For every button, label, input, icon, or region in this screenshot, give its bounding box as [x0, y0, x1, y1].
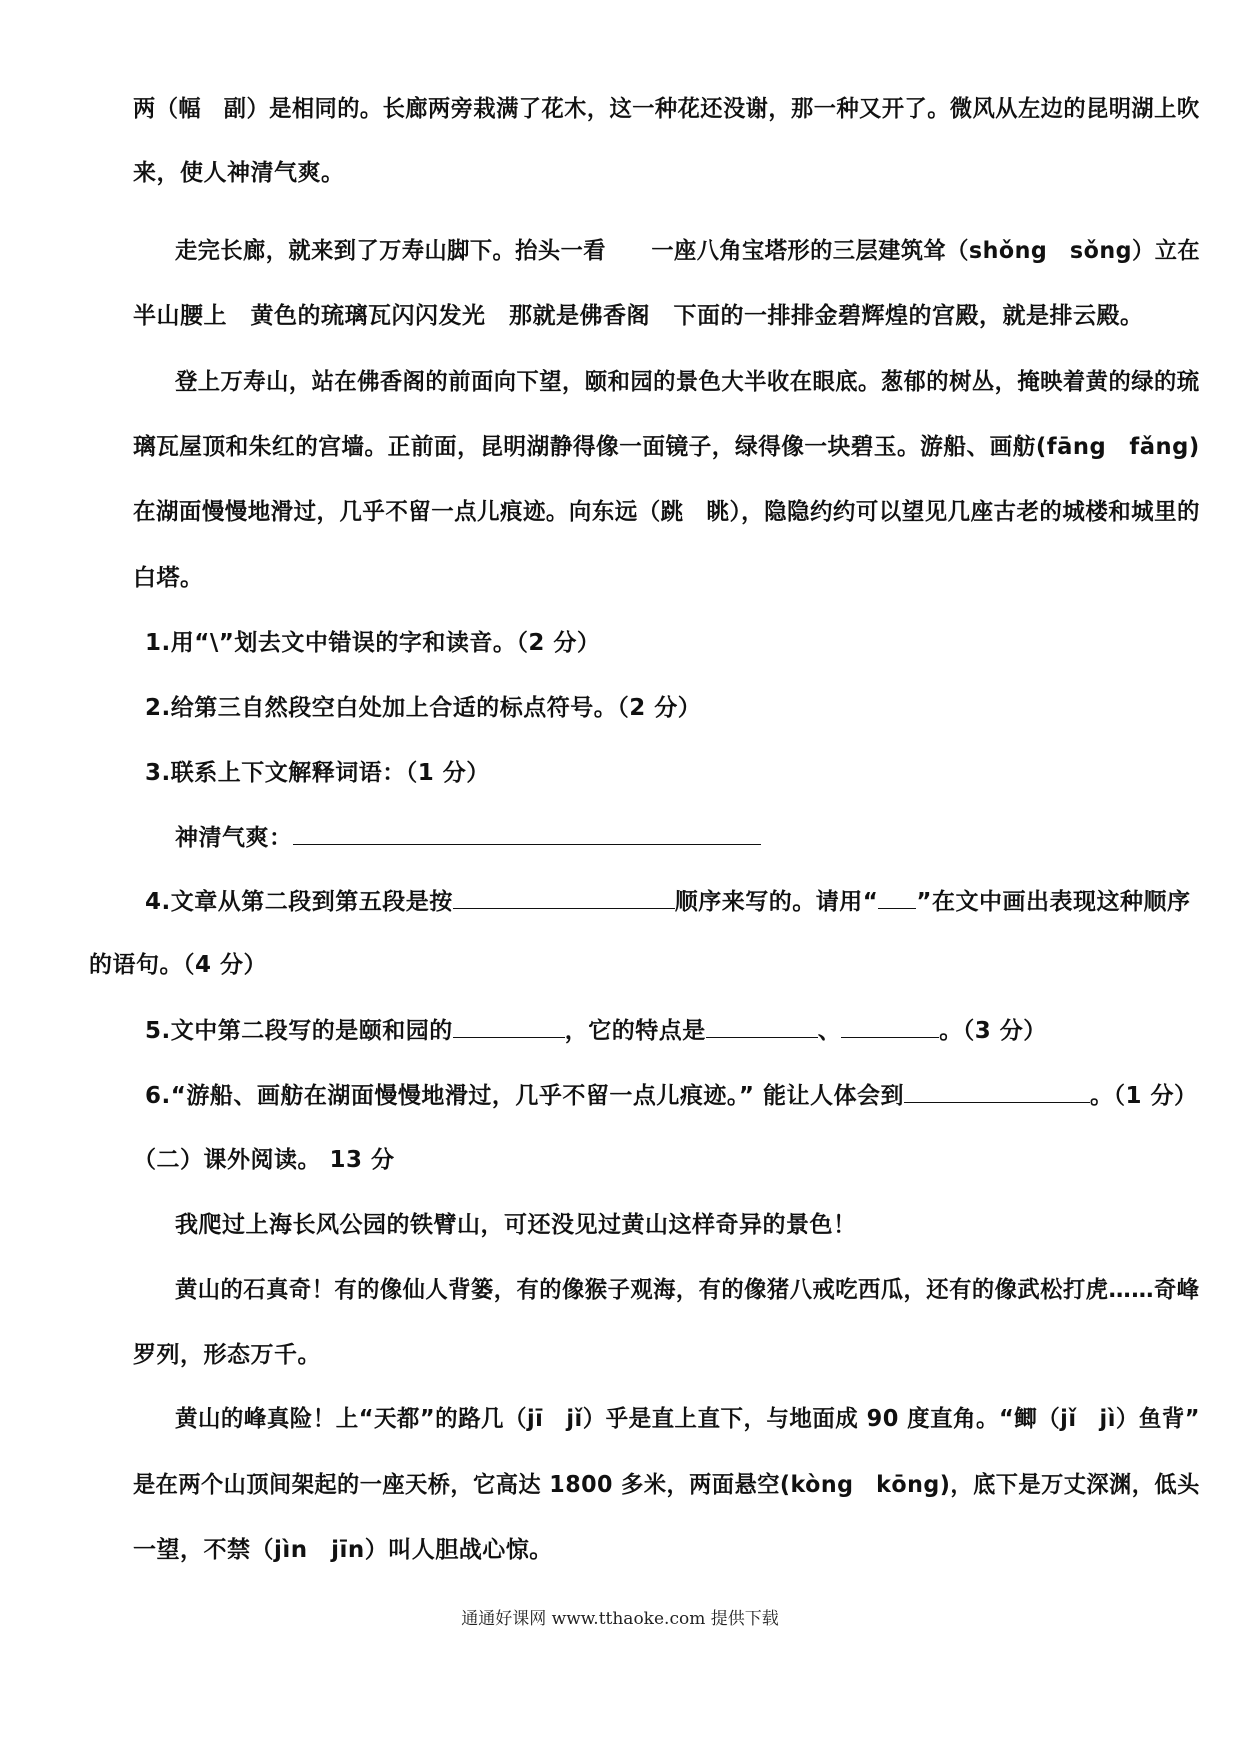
- question-5-feature-blank-2[interactable]: [841, 1015, 939, 1038]
- section-2-p2-line2: 罗列，形态万千。: [133, 1342, 321, 1368]
- question-3-answer-blank[interactable]: [293, 822, 761, 845]
- page-footer: 通通好课网 www.tthaoke.com 提供下载: [461, 1609, 779, 1629]
- question-4-underline-sample: [878, 886, 916, 909]
- question-5-scene-blank[interactable]: [453, 1015, 565, 1038]
- passage1-p2-line1: 两（幅 副）是相同的。长廊两旁栽满了花木，这一种花还没谢，那一种又开了。微风从左边的昆明湖上吹: [133, 96, 1200, 122]
- passage1-p4-line1: 登上万寿山，站在佛香阁的前面向下望，颐和园的景色大半收在眼底。葱郁的树丛，掩映着黄的绿的琉: [175, 369, 1200, 395]
- question-6-text-a: 6.“游船、画舫在湖面慢慢地滑过，几乎不留一点儿痕迹。” 能让人体会到: [145, 1083, 904, 1109]
- passage1-p3-line2: 半山腰上 黄色的琉璃瓦闪闪发光 那就是佛香阁 下面的一排排金碧辉煌的宫殿，就是排云殿。: [133, 303, 1144, 329]
- passage1-p4-line4: 白塔。: [133, 565, 204, 591]
- question-5-text-a: 5.文中第二段写的是颐和园的: [145, 1018, 453, 1044]
- question-5-text-d: 。（3 分）: [939, 1018, 1047, 1044]
- question-2: 2.给第三自然段空白处加上合适的标点符号。（2 分）: [145, 695, 702, 721]
- question-3-term: 神清气爽：: [175, 825, 293, 851]
- passage1-p2-line2: 来，使人神清气爽。: [133, 160, 345, 186]
- section-2-p3-line1: 黄山的峰真险！上“天都”的路几（jī jǐ）乎是直上直下，与地面成 90 度直角。“鲫（jǐ jì）鱼背”: [175, 1406, 1201, 1432]
- passage1-p3-line1: 走完长廊，就来到了万寿山脚下。抬头一看 一座八角宝塔形的三层建筑耸（shǒng sǒng）立在: [175, 238, 1201, 264]
- question-5-text-b: ，它的特点是: [564, 1018, 706, 1044]
- section-2-p3-line3: 一望，不禁（jìn jīn）叫人胆战心惊。: [133, 1537, 553, 1563]
- question-1: 1.用“\”划去文中错误的字和读音。（2 分）: [145, 630, 601, 656]
- question-4-line2: 的语句。（4 分）: [89, 952, 268, 978]
- question-5: [145, 1015, 1047, 1046]
- question-3: 3.联系上下文解释词语：（1 分）: [145, 760, 490, 786]
- question-6-answer-blank[interactable]: [904, 1080, 1090, 1103]
- question-4-text-b: 顺序来写的。请用“: [674, 889, 879, 915]
- passage1-p4-line2: 璃瓦屋顶和朱红的宫墙。正前面，昆明湖静得像一面镜子，绿得像一块碧玉。游船、画舫(fāng fǎng): [133, 434, 1200, 460]
- section-2-p1: 我爬过上海长风公园的铁臂山，可还没见过黄山这样奇异的景色！: [175, 1212, 857, 1238]
- question-5-text-c: 、: [817, 1018, 842, 1044]
- question-4-text-a: 4.文章从第二段到第五段是按: [145, 889, 453, 915]
- section-2-p2-line1: 黄山的石真奇！有的像仙人背篓，有的像猴子观海，有的像猪八戒吃西瓜，还有的像武松打虎……奇峰: [175, 1277, 1200, 1303]
- question-4-text-c: ”在文中画出表现这种顺序: [916, 889, 1191, 915]
- question-5-feature-blank-1[interactable]: [706, 1015, 818, 1038]
- section-2-heading: （二）课外阅读。 13 分: [133, 1147, 395, 1173]
- question-3-answer-row: [175, 822, 761, 853]
- section-2-p3-line2: 是在两个山顶间架起的一座天桥，它高达 1800 多米，两面悬空(kòng kōng)，底下是万丈深渊，低头: [133, 1472, 1200, 1498]
- passage1-p4-line3: 在湖面慢慢地滑过，几乎不留一点儿痕迹。向东远（跳 眺），隐隐约约可以望见几座古老的城楼和城里的: [133, 499, 1200, 525]
- question-6-text-b: 。（1 分）: [1089, 1083, 1198, 1109]
- question-6: [145, 1080, 1198, 1111]
- question-4-order-blank[interactable]: [453, 886, 675, 909]
- question-4-line1: [145, 886, 1191, 917]
